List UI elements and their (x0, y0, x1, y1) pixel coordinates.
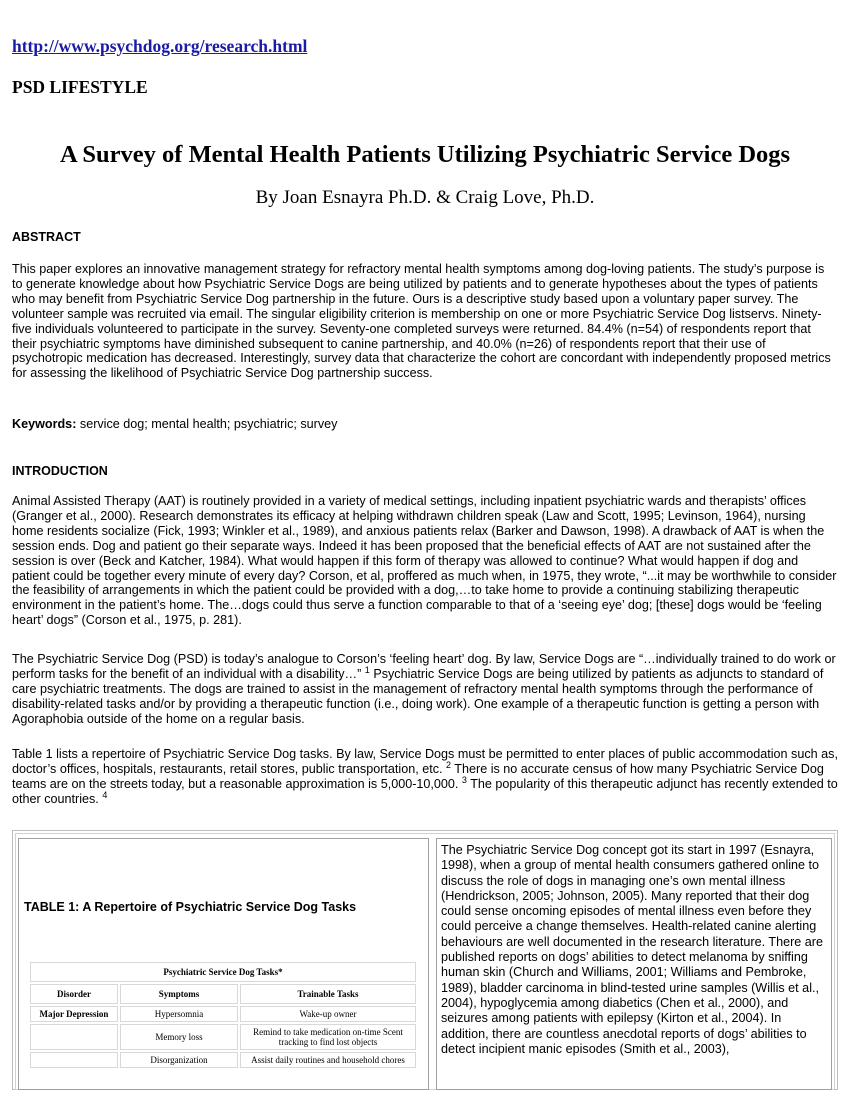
cell-task: Remind to take medication on-time Scent tracking to find lost objects (240, 1024, 416, 1050)
table-row (30, 1052, 416, 1068)
column-header-symptoms: Symptoms (120, 984, 238, 1004)
source-url-link[interactable]: http://www.psychdog.org/research.html (12, 36, 308, 56)
column-header-tasks: Trainable Tasks (240, 984, 416, 1004)
footnote-ref-1: 1 (364, 664, 370, 675)
cell-task: Wake-up owner (240, 1006, 416, 1022)
section-label: PSD LIFESTYLE (12, 77, 148, 97)
cell-disorder (30, 1052, 118, 1068)
intro-paragraph-2 (12, 652, 838, 727)
cell-symptom: Memory loss (120, 1024, 238, 1050)
footnote-ref-2: 2 (446, 759, 452, 770)
cell-disorder: Major Depression (30, 1006, 118, 1022)
cell-symptom: Disorganization (120, 1052, 238, 1068)
footnote-ref-3: 3 (461, 774, 467, 785)
keywords-label: Keywords: (12, 417, 77, 431)
abstract-text: This paper explores an innovative management strategy for refractory mental health symptoms among dog-loving patients. The study’s purpose is to generate knowledge about how Psychiatric Service Dogs are being utilized by patients and to generate hypotheses about the types of patients who may benefit from Psychiatric Service Dog partnership in the future. Ours is a descriptive study based upon a voluntary paper survey. The volunteer sample was recruited via email. The singular eligibility criterion is membership on one or more Psychiatric Service Dog listservs. Ninety-five individuals volunteered to participate in the survey. Seventy-one completed surveys were returned. 84.4% (n=54) of respondents report that their psychiatric symptoms have diminished subsequent to canine partnership, and 40.0% (n=26) of respondents report that their use of psychotropic medication has decreased. Interestingly, survey data that characterize the cohort are concordant with independently proposed metrics for assessing the likelihood of Psychiatric Service Dog partnership success. (12, 262, 831, 381)
footnote-ref-4: 4 (102, 789, 108, 800)
abstract-heading: ABSTRACT (12, 230, 81, 244)
table-row (30, 1024, 416, 1050)
intro-paragraph-3 (12, 747, 838, 807)
intro-p3-text-b: There is no accurate census of how many Psychiatric Service Dog teams are on the streets today, but a reasonable approximation is 5,000-10,000. (12, 761, 824, 791)
column-header-disorder: Disorder (30, 984, 118, 1004)
cell-disorder (30, 1024, 118, 1050)
tasks-table-caption: Psychiatric Service Dog Tasks* (30, 962, 416, 982)
article-authors: By Joan Esnayra Ph.D. & Craig Love, Ph.D. (255, 187, 595, 208)
cell-symptom: Hypersomnia (120, 1006, 238, 1022)
table1-title: TABLE 1: A Repertoire of Psychiatric Service Dog Tasks (24, 900, 357, 914)
table-row (30, 1006, 416, 1022)
keywords-value: service dog; mental health; psychiatric; survey (79, 417, 338, 431)
sidebar-text: The Psychiatric Service Dog concept got its start in 1997 (Esnayra, 1998), when a group of mental health consumers gathered online to discuss the role of dogs in managing one’s own mental illness (Hendrickson, 2005; Johnson, 2005). Many reported that their dog could sense oncoming episodes of mental illness even before they could perceive a change themselves. Health-related canine alerting behaviours are well documented in the research literature. There are published reports on dogs’ abilities to detect melanoma by sniffing human skin (Church and Williams, 2001; Williams and Pembroke, 1989), bladder carcinoma in blind-tested urine samples (Willis et al., 2004), hypoglycemia among diabetics (Chen et al., 2000), and seizures among patients with epilepsy (Kirton et al., 2004). In addition, there are countless anecdotal reports of dogs’ abilities to detect incipient manic episodes (Smith et al., 2003), (441, 843, 823, 1056)
intro-paragraph-1: Animal Assisted Therapy (AAT) is routinely provided in a variety of medical settings, including inpatient psychiatric wards and therapists’ offices (Granger et al., 2000). Research demonstrates its efficacy at helping withdrawn children speak (Law and Scott, 1995; Levinson, 1964), nursing home residents socialize (Fick, 1993; Winkler et al., 1989), and anxious patients relax (Barker and Dawson, 1998). A drawback of AAT is when the session ends. Dog and patient go their separate ways. Indeed it has been proposed that the beneficial effects of AAT are not sustained after the session is over (Beck and Katcher, 1984). What would happen if this form of therapy was allowed to continue? What would happen if dog and patient could be together every minute of every day? Corson, et al, proffered as much when, in 1975, they wrote, “...it may be worthwhile to consider the feasibility of arrangements in which the patient could be provided with a dog,…to take home to provide a continuing stabilizing therapeutic environment in the patient’s home. The…dogs could thus serve a function comparable to that of a ‘seeing eye’ dog; [these] dogs would be ‘feeling heart’ dogs” (Corson et al., 1975, p. 281). (12, 494, 837, 628)
intro-p3-text-c: The popularity of this therapeutic adjunct has recently extended to other countries. (12, 776, 838, 806)
tasks-table (28, 960, 418, 1070)
cell-task: Assist daily routines and household chores (240, 1052, 416, 1068)
intro-p2-text-a: The Psychiatric Service Dog (PSD) is today’s analogue to Corson’s ‘feeling heart’ dog. By law, Service Dogs are “…individually trained to do work or perform tasks for the benefit of an individual with a disability…” (12, 652, 836, 681)
article-title: A Survey of Mental Health Patients Utilizing Psychiatric Service Dogs (59, 141, 791, 168)
intro-p2-text-b: Psychiatric Service Dogs are being utilized by patients as adjuncts to standard of care psychiatric treatments. The dogs are trained to assist in the management of refractory mental health symptoms through the performance of disability-related tasks and/or by providing a therapeutic function (i.e., doing work). One example of a therapeutic function is getting a person with Agoraphobia outside of the home on a regular basis. (12, 666, 824, 726)
intro-p3-text-a: Table 1 lists a repertoire of Psychiatric Service Dog tasks. By law, Service Dogs must be permitted to enter places of public accommodation such as, doctor’s offices, hospitals, restaurants, retail stores, public transportation, etc. (12, 747, 838, 776)
introduction-heading: INTRODUCTION (12, 464, 108, 478)
keywords (12, 417, 337, 431)
